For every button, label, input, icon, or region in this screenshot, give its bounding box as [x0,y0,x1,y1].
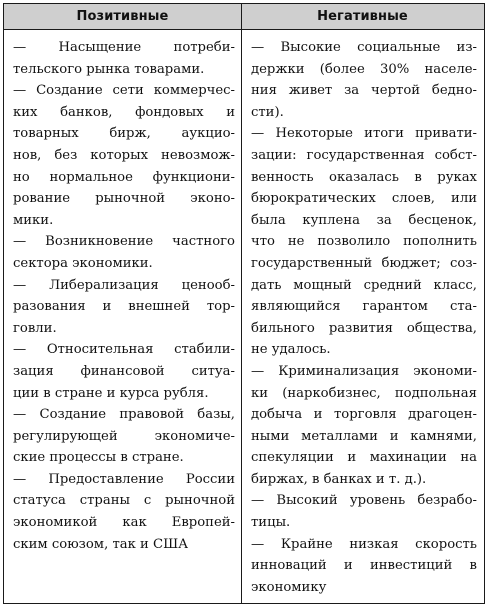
header-positive: Позитивные [4,4,242,29]
positive-list-item [13,80,235,231]
text-line: держки (более 30% населе- [251,61,477,77]
text-line: регулирующей экономиче- [13,428,235,444]
text-line: являющийся гарантом ста- [251,299,477,315]
text-line: статуса страны с рыночной [13,493,235,509]
negative-list-item [251,534,477,599]
text-line: ких банков, фондовых и [13,104,235,120]
table-header-row [4,4,484,30]
text-line: венность оказалась в руках [251,169,477,185]
positive-list-item [13,231,235,274]
text-line: инноваций и инвестиций в [251,558,477,574]
text-line: — Высокий уровень безрабо- [251,493,477,509]
text-line: — Либерализация ценооб- [13,277,235,293]
negative-list-item [251,490,477,533]
positive-list-item [13,404,235,469]
text-line: сти). [251,104,284,120]
positive-list-item [13,339,235,404]
text-line: добыча и торговля драгоцен- [251,407,477,423]
text-line: — Некоторые итоги привати- [251,126,477,142]
text-line: — Создание правовой базы, [13,407,235,423]
text-line: ские процессы в стране. [13,450,184,466]
comparison-table [3,3,485,604]
text-line: мики. [13,212,54,228]
text-line: — Предоставление России [13,471,235,487]
negative-list-item [251,123,477,361]
text-line: спекуляции и махинации на [251,450,477,466]
text-line: говли. [13,320,57,336]
text-line: государственный бюджет; соз- [251,255,477,271]
negative-list-item [251,37,477,123]
text-line: бильного развития общества, [251,320,477,336]
text-line: экономику [251,579,327,595]
text-line: — Криминализация экономи- [251,363,477,379]
text-line: — Высокие социальные из- [251,40,477,55]
text-line: экономикой как Европей- [13,515,235,531]
text-line: зация финансовой ситуа- [13,363,235,379]
text-line: — Относительная стабили- [13,342,235,358]
text-line: рование рыночной эконо- [13,191,235,207]
text-line: тицы. [251,515,291,531]
positive-list-item [13,469,235,555]
text-line: бюрократических слоев, или [251,191,477,207]
text-line: товарных бирж, аукцио- [13,126,235,142]
positive-list-item [13,37,235,80]
text-line: зации: государственная собст- [251,147,477,163]
text-line: что не позволило пополнить [251,234,477,250]
text-line: тельского рынка товарами. [13,61,205,77]
text-line: разования и внешней тор- [13,299,235,315]
positive-list-item [13,275,235,340]
text-line: была куплена за бесценок, [251,212,477,228]
table-body-row [4,30,484,603]
text-line: сектора экономики. [13,255,153,271]
text-line: ния живет за чертой бедно- [251,83,477,99]
negative-column [242,30,483,603]
negative-list-item [251,361,477,491]
header-negative: Негативные [317,9,408,24]
text-line: — Создание сети коммерчес- [13,83,235,99]
text-line: — Возникновение частного [13,234,235,250]
text-line: дать мощный средний класс, [251,277,477,293]
text-line: не удалось. [251,342,331,358]
text-line: ки (наркобизнес, подпольная [251,385,477,401]
text-line: нов, без которых невозмож- [13,147,235,163]
text-line: но нормальное функциони- [13,169,235,185]
text-line: биржах, в банках и т. д.). [251,471,427,487]
text-line: — Крайне низкая скорость [251,536,477,552]
text-line: ции в стране и курса рубля. [13,385,209,401]
text-line: — Насыщение потреби- [13,40,235,55]
text-line: ными металлами и камнями, [251,428,477,444]
text-line: ским союзом, так и США [13,536,189,552]
positive-column [4,30,242,603]
